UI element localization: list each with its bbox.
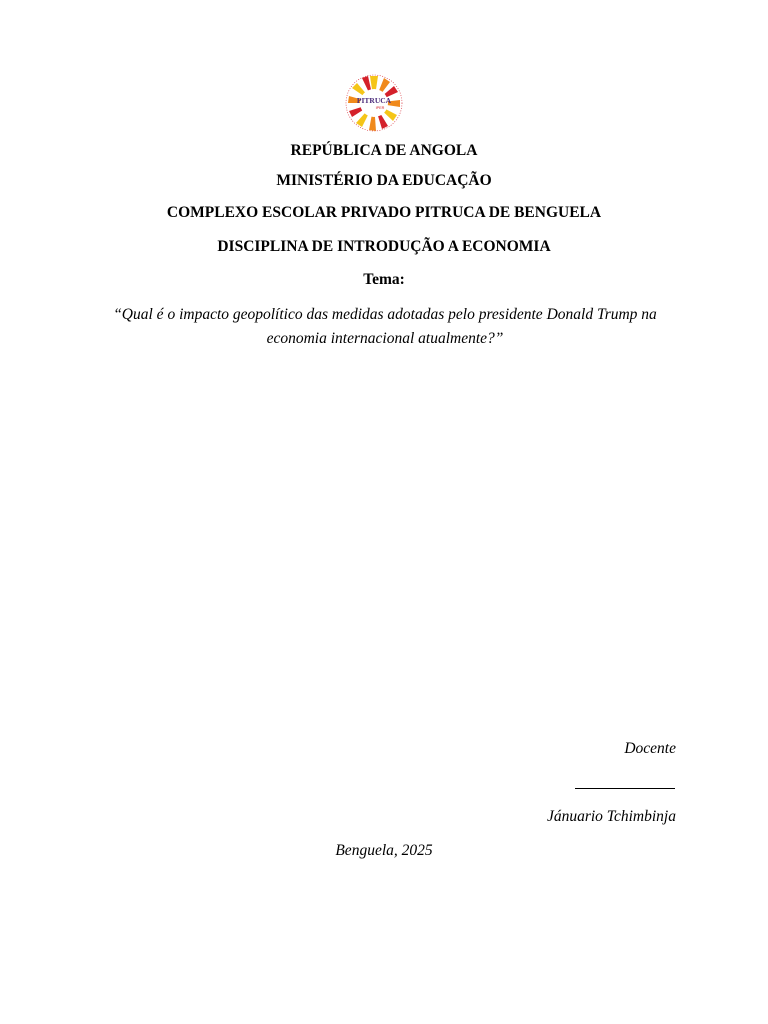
theme-question: “Qual é o impacto geopolítico das medidas adotadas pelo presidente Donald Trump na economia internacional atualmente?” [113,306,657,347]
theme-label: Tema: [363,271,405,288]
place-date: Benguela, 2025 [335,842,433,859]
discipline-heading: DISCIPLINA DE INTRODUÇÃO A ECONOMIA [217,238,551,255]
republic-heading: REPÚBLICA DE ANGOLA [290,142,478,159]
logo-submark: IPER [375,106,385,110]
logo-wordmark: PITRUCA [356,96,392,105]
school-heading: COMPLEXO ESCOLAR PRIVADO PITRUCA DE BENGUELA [166,204,602,221]
signature-line [575,788,675,789]
school-logo [340,70,408,136]
teacher-name: Jánuario Tchimbinja [546,808,676,825]
teacher-label: Docente [624,740,676,757]
ministry-heading: MINISTÉRIO DA EDUCAÇÃO [276,172,492,189]
